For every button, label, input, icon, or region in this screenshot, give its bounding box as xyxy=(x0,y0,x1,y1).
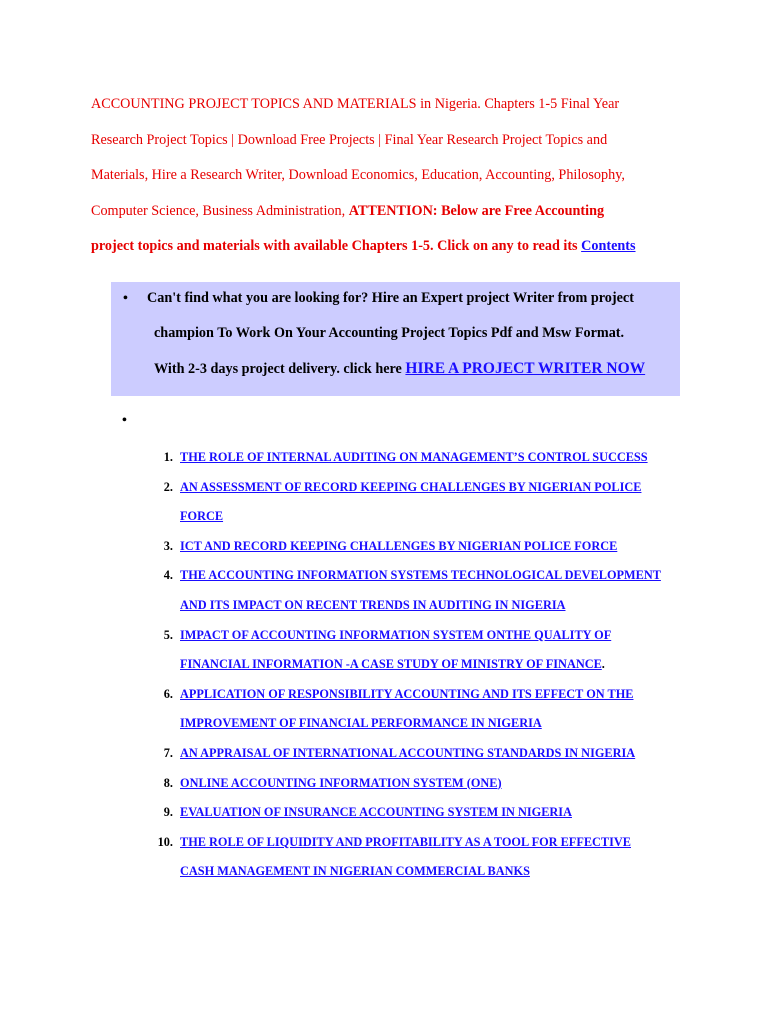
intro-line-4 xyxy=(91,194,691,230)
attention-notice-continued: project topics and materials with available Chapters 1-5. Click on any to read its xyxy=(91,238,582,254)
topic-number: 4. xyxy=(163,568,173,583)
intro-line-2: Research Project Topics | Download Free Projects | Final Year Research Project Topics and xyxy=(91,131,608,148)
project-topics-list xyxy=(0,443,768,887)
topic-item xyxy=(0,473,768,532)
topic-title-line xyxy=(180,798,680,828)
topic-number: 3. xyxy=(163,538,173,553)
callout-line-1: Can't find what you are looking for? Hire an Expert project Writer from project xyxy=(147,290,634,306)
topic-title-line xyxy=(180,709,680,739)
intro-line-4-separator: , xyxy=(341,202,349,219)
topic-link[interactable]: CASH MANAGEMENT IN NIGERIAN COMMERCIAL BANKS xyxy=(180,864,530,879)
callout-line-3-text: With 2-3 days project delivery. click here xyxy=(154,361,406,377)
topic-link[interactable]: ICT AND RECORD KEEPING CHALLENGES BY NIGERIAN POLICE FORCE xyxy=(180,538,618,553)
callout-line-2: champion To Work On Your Accounting Project Topics Pdf and Msw Format. xyxy=(154,325,625,341)
empty-list-bullet: • xyxy=(122,413,127,428)
topic-title-line xyxy=(180,650,680,680)
topic-item xyxy=(0,828,768,887)
topic-item xyxy=(0,739,768,769)
topic-title-line xyxy=(180,739,680,769)
attention-notice: ATTENTION: Below are Free Accounting xyxy=(348,202,605,219)
topic-item xyxy=(0,798,768,828)
intro-paragraph xyxy=(91,87,691,265)
intro-line-1: ACCOUNTING PROJECT TOPICS AND MATERIALS in Nigeria. Chapters 1-5 Final Year xyxy=(91,96,620,112)
topic-item xyxy=(0,532,768,562)
callout-bullet: • xyxy=(123,291,128,306)
topic-number: 5. xyxy=(163,627,173,642)
topic-item xyxy=(0,769,768,799)
topic-link[interactable]: THE ROLE OF LIQUIDITY AND PROFITABILITY AS A TOOL FOR EFFECTIVE xyxy=(180,834,631,849)
topic-number: 1. xyxy=(163,450,173,464)
topic-number: 6. xyxy=(163,686,173,701)
topic-title-line xyxy=(180,532,680,562)
topic-title-line xyxy=(180,591,680,621)
topic-item xyxy=(0,621,768,680)
topic-title-line xyxy=(180,680,680,710)
topic-title-line xyxy=(180,561,680,591)
topic-number: 9. xyxy=(163,805,173,820)
topic-item xyxy=(0,561,768,620)
callout-line-3 xyxy=(154,351,645,388)
topic-link[interactable]: AN ASSESSMENT OF RECORD KEEPING CHALLENGES BY NIGERIAN POLICE xyxy=(180,479,642,494)
topic-title-line xyxy=(180,621,680,651)
topic-link[interactable]: APPLICATION OF RESPONSIBILITY ACCOUNTING AND ITS EFFECT ON THE xyxy=(180,686,634,701)
topic-number: 10. xyxy=(157,834,173,849)
topic-title-line xyxy=(180,769,680,799)
topic-link[interactable]: EVALUATION OF INSURANCE ACCOUNTING SYSTEM IN NIGERIA xyxy=(180,805,572,820)
topic-number: 8. xyxy=(163,775,173,790)
topic-link[interactable]: AND ITS IMPACT ON RECENT TRENDS IN AUDITING IN NIGERIA xyxy=(180,597,566,612)
topic-link[interactable]: ONLINE ACCOUNTING INFORMATION SYSTEM (ONE) xyxy=(180,775,502,790)
topic-item xyxy=(0,680,768,739)
topic-link[interactable]: THE ACCOUNTING INFORMATION SYSTEMS TECHNOLOGICAL DEVELOPMENT xyxy=(180,568,661,583)
hire-writer-link[interactable]: HIRE A PROJECT WRITER NOW xyxy=(405,360,646,377)
topic-link[interactable]: FORCE xyxy=(180,509,224,524)
topic-link[interactable]: IMPACT OF ACCOUNTING INFORMATION SYSTEM ONTHE QUALITY OF xyxy=(180,627,612,642)
topic-suffix: . xyxy=(601,657,605,672)
topic-number: 7. xyxy=(163,745,173,760)
topic-link[interactable]: FINANCIAL INFORMATION -A CASE STUDY OF MINISTRY OF FINANCE xyxy=(180,657,602,672)
topic-link[interactable]: THE ROLE OF INTERNAL AUDITING ON MANAGEMENT’S CONTROL SUCCESS xyxy=(180,450,648,464)
topic-link[interactable]: AN APPRAISAL OF INTERNATIONAL ACCOUNTING STANDARDS IN NIGERIA xyxy=(180,745,636,760)
topic-title-line xyxy=(180,473,680,503)
topic-title-line xyxy=(180,857,680,887)
topic-number: 2. xyxy=(163,479,173,494)
hire-writer-callout xyxy=(111,282,680,396)
topic-title-line xyxy=(180,828,680,858)
intro-line-4-plain: Computer Science, Business Administration xyxy=(91,202,342,219)
topic-item xyxy=(0,443,768,473)
intro-line-3: Materials, Hire a Research Writer, Download Economics, Education, Accounting, Philosophy, xyxy=(91,167,625,183)
topic-link[interactable]: IMPROVEMENT OF FINANCIAL PERFORMANCE IN NIGERIA xyxy=(180,716,542,731)
topic-title-line xyxy=(180,443,680,473)
intro-line-5 xyxy=(91,229,691,265)
contents-link[interactable]: Contents xyxy=(581,238,636,254)
topic-title-line xyxy=(180,502,680,532)
